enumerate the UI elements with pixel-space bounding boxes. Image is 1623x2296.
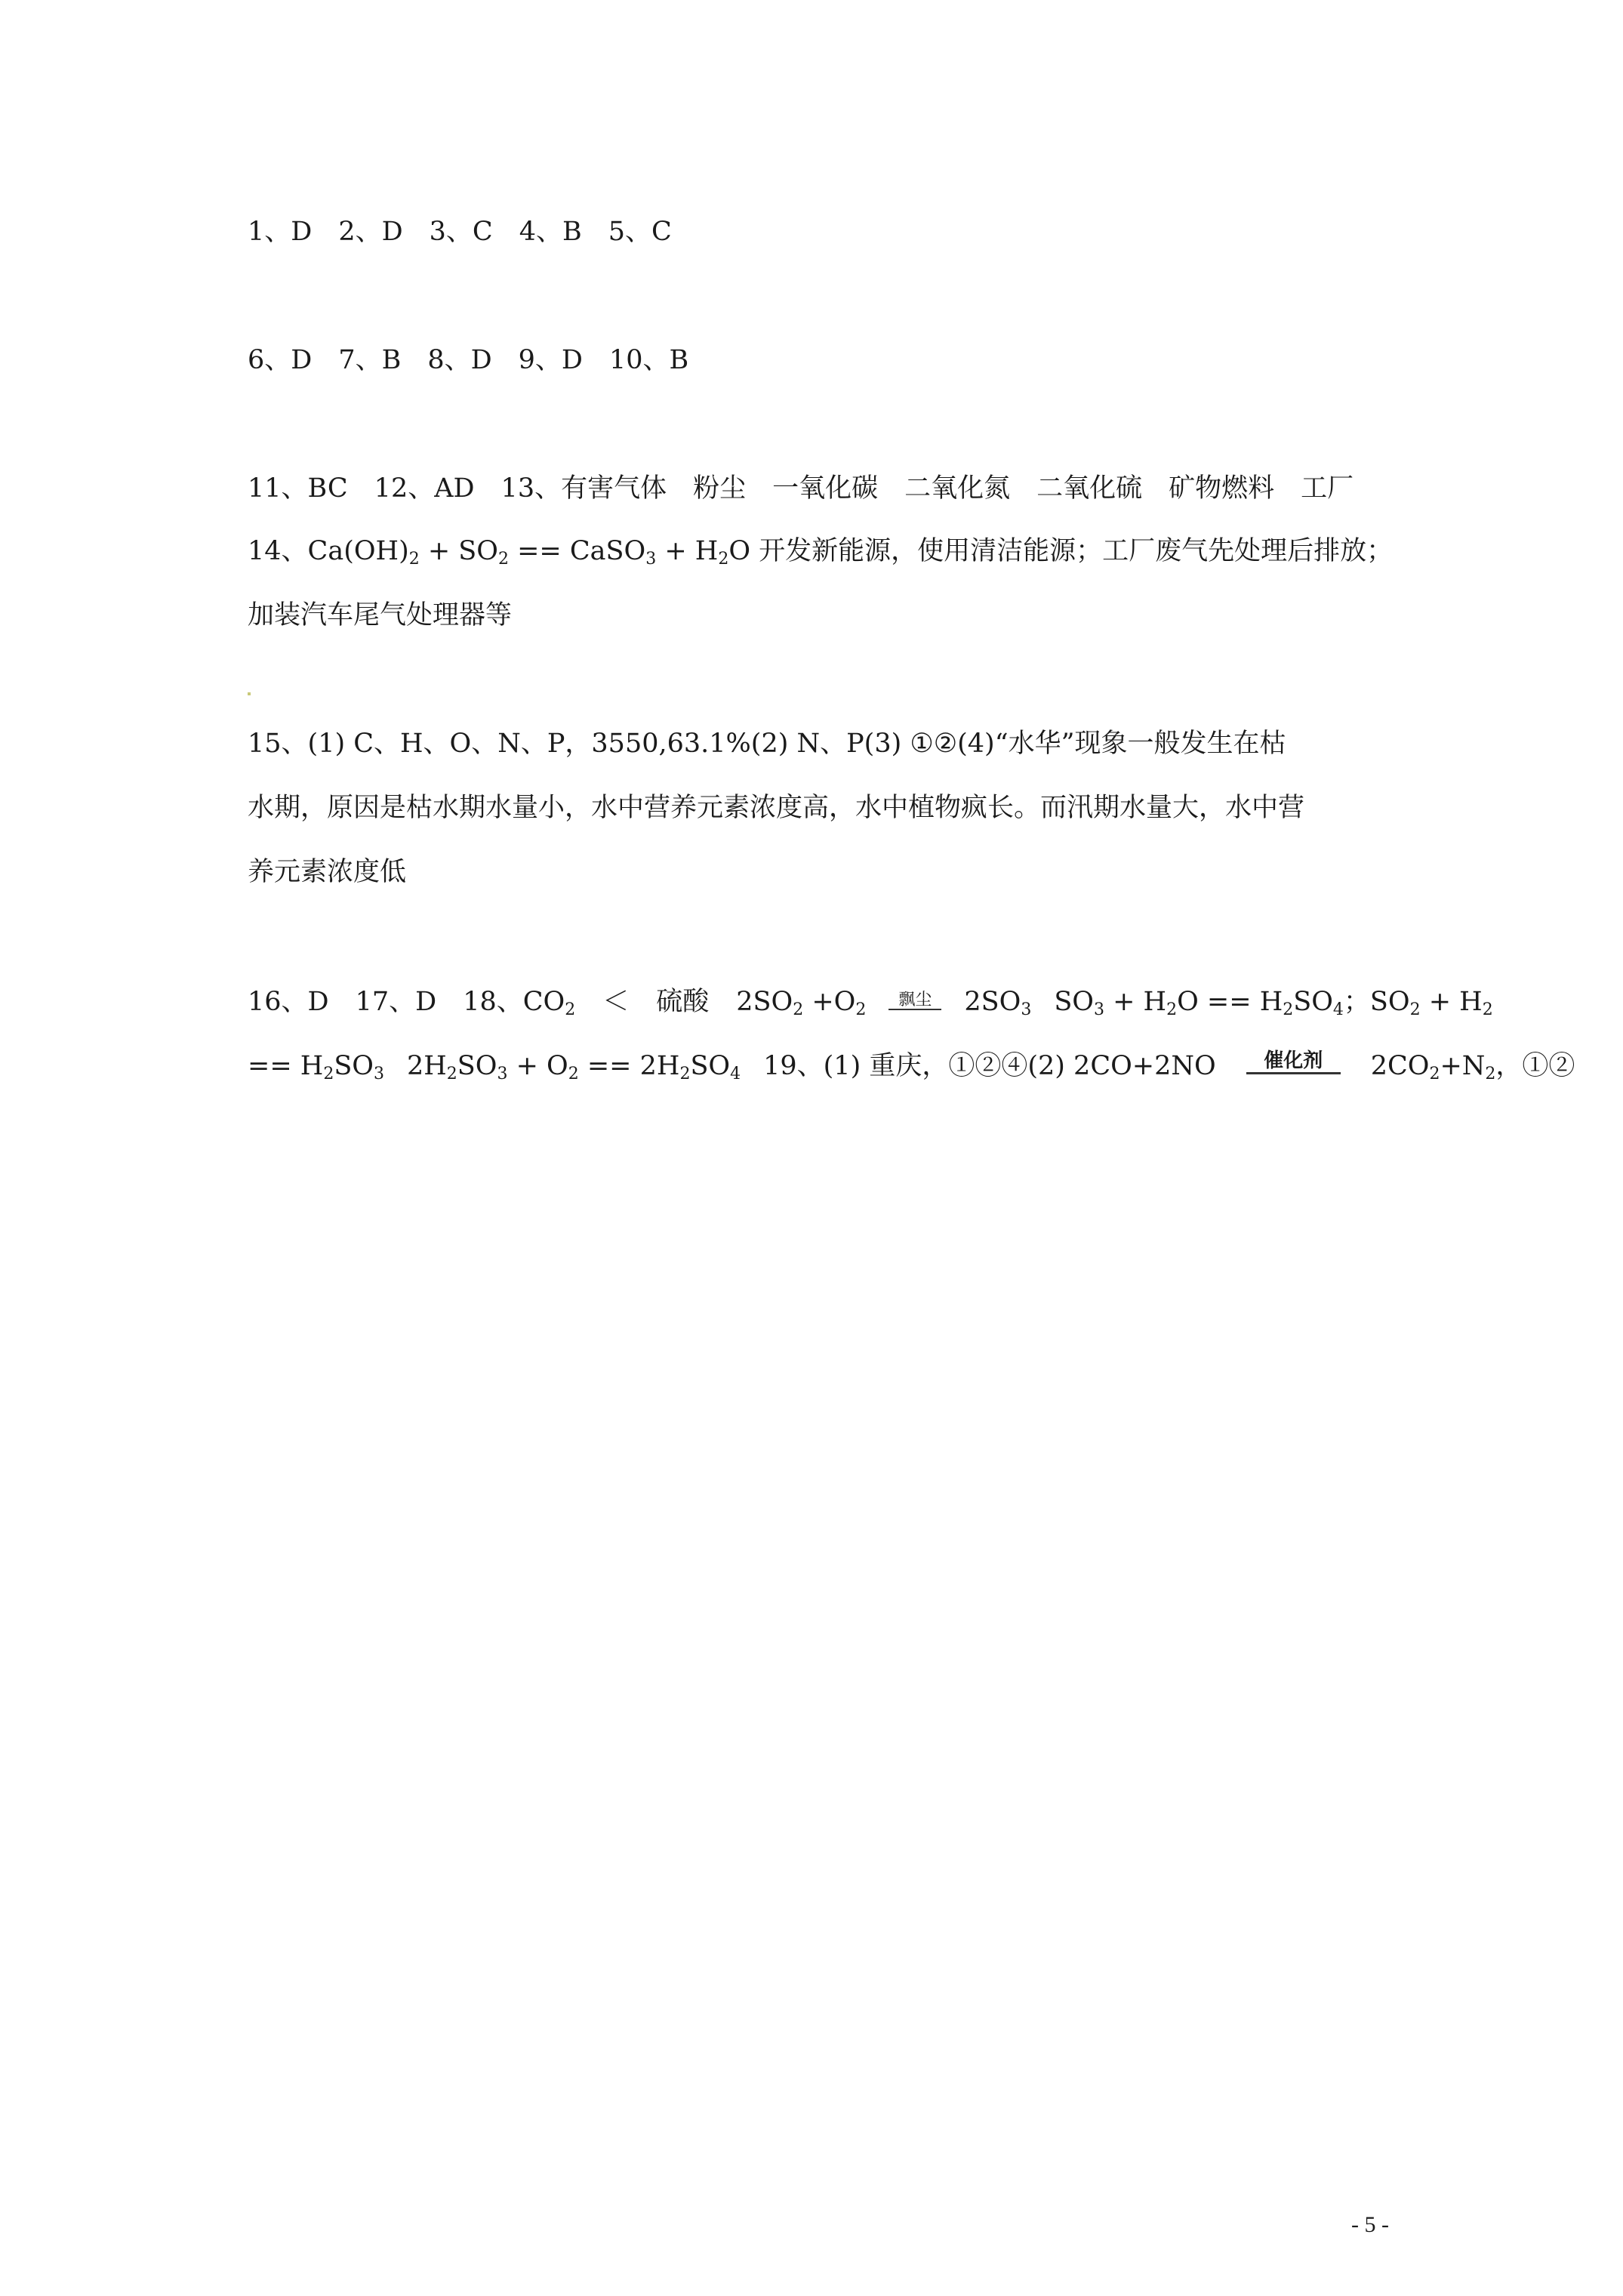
q16-a: 16、D 17、D 18、CO <box>248 987 565 1017</box>
subscript: 2 <box>1409 1000 1421 1019</box>
q16-lt: ＜ <box>602 987 630 1017</box>
reaction-condition-dust <box>888 991 941 1010</box>
answer-q15-line1: 15、(1) C、H、O、N、P，3550,63.1%(2) N、P(3) ①②(4)“水华”现象一般发生在枯 <box>248 729 1286 759</box>
answer-q15-line3: 养元素浓度低 <box>248 857 407 887</box>
subscript: 2 <box>1283 1000 1294 1019</box>
subscript: 2 <box>1166 1000 1178 1019</box>
speck-mark <box>248 692 251 695</box>
q16-plush: + H <box>1104 987 1167 1017</box>
answer-row-1: 1、D 2、D 3、C 4、B 5、C <box>248 217 672 247</box>
q14-ca: Ca(OH) <box>307 536 409 566</box>
page-number: - 5 - <box>1351 2212 1389 2237</box>
q19-co2: 2CO <box>1370 1051 1430 1081</box>
q14-eq: == CaSO <box>508 536 646 566</box>
q16-so3d: SO <box>457 1051 497 1081</box>
q14-plus2: + H <box>656 536 719 566</box>
subscript: 2 <box>793 1000 804 1019</box>
subscript: 2 <box>1485 1065 1496 1083</box>
q16-acid: 硫酸 <box>656 987 710 1017</box>
q16-so3b: SO <box>1054 987 1094 1017</box>
q16-eq: == H <box>1198 987 1283 1017</box>
subscript: 2 <box>679 1065 691 1083</box>
subscript: 4 <box>730 1065 741 1083</box>
answer-q15-line2: 水期，原因是枯水期水量小，水中营养元素浓度高，水中植物疯长。而汛期水量大，水中营 <box>248 793 1305 823</box>
answer-q16-line1 <box>248 987 1493 1019</box>
q19-end: ，①② <box>1495 1051 1575 1081</box>
subscript: 3 <box>1021 1000 1032 1019</box>
subscript: 2 <box>446 1065 457 1083</box>
q14-plus1: + SO <box>419 536 498 566</box>
answer-row-3: 11、BC 12、AD 13、有害气体 粉尘 一氧化碳 二氧化氮 二氧化硫 矿物燃料 工厂 <box>248 473 1354 504</box>
q19: 19、(1) 重庆，①②④(2) 2CO+2NO <box>763 1051 1216 1081</box>
q16-so4: SO <box>1293 987 1333 1017</box>
reaction-condition-catalyst <box>1246 1049 1341 1074</box>
q14-num: 14、 <box>248 536 308 566</box>
q14-sub: 3 <box>645 550 657 569</box>
q16-h2so3: 2H <box>406 1051 447 1081</box>
answer-row-2: 6、D 7、B 8、D 9、D 10、B <box>248 345 689 375</box>
q16-plush2: + H <box>1420 987 1483 1017</box>
condition-label: 催化剂 <box>1264 1049 1323 1072</box>
q16-pluso: + O <box>507 1051 568 1081</box>
subscript: 3 <box>497 1065 508 1083</box>
answer-q14 <box>248 536 1394 569</box>
q16-so4b: SO <box>690 1051 731 1081</box>
subscript: 2 <box>1429 1065 1440 1083</box>
answer-q16-line2 <box>248 1049 1575 1083</box>
q14-sub: 2 <box>408 550 420 569</box>
q19-n2: +N <box>1440 1051 1486 1081</box>
subscript: 2 <box>1482 1000 1493 1019</box>
q16-eq2: == 2H <box>578 1051 680 1081</box>
q16-so3c: SO <box>334 1051 374 1081</box>
q14-rest: 开发新能源，使用清洁能源；工厂废气先处理后排放； <box>750 536 1394 566</box>
subscript: 2 <box>855 1000 867 1019</box>
q16-o2: +O <box>803 987 856 1017</box>
q14-sub: 2 <box>497 550 509 569</box>
subscript: 2 <box>323 1065 334 1083</box>
q16-o: O <box>1177 987 1199 1017</box>
q16-semi: ；SO <box>1343 987 1410 1017</box>
subscript: 2 <box>568 1065 579 1083</box>
subscript: 2 <box>565 1000 576 1019</box>
subscript: 3 <box>373 1065 384 1083</box>
q16-so2: 2SO <box>736 987 793 1017</box>
subscript: 4 <box>1332 1000 1344 1019</box>
q16-so3: 2SO <box>964 987 1021 1017</box>
answer-q14-cont: 加装汽车尾气处理器等 <box>248 600 513 630</box>
condition-label: 飘尘 <box>898 991 932 1009</box>
q14-sub: 2 <box>718 550 729 569</box>
subscript: 3 <box>1093 1000 1104 1019</box>
q16-eqh2: == H <box>248 1051 324 1081</box>
q14-o: O <box>728 536 751 566</box>
